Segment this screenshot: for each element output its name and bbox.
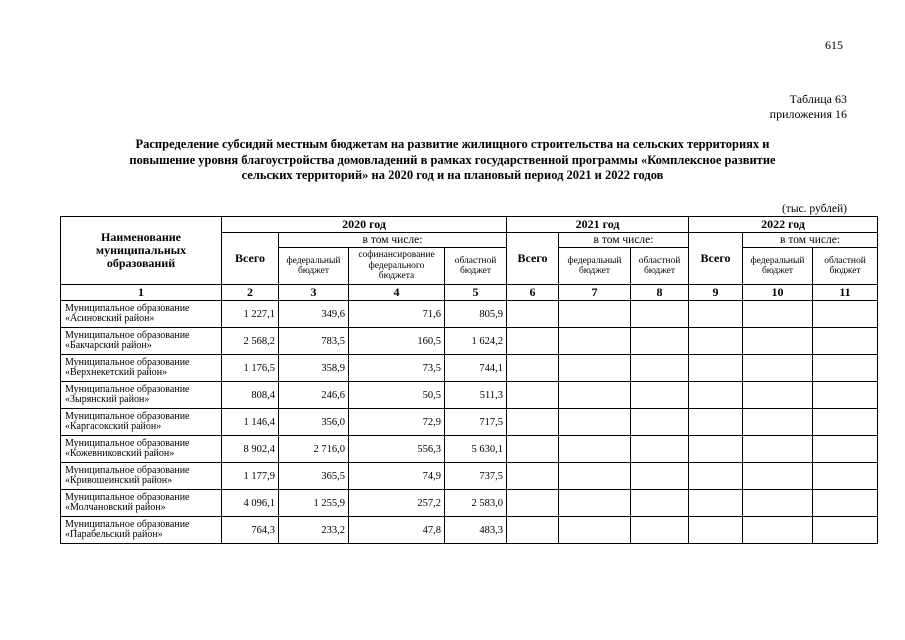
- header-regional-2020: областной бюджет: [445, 248, 507, 285]
- municipality-name: Муниципальное образование «Асиновский район»: [61, 301, 222, 328]
- cell-empty: [631, 328, 689, 355]
- cell-2020-value: 2 583,0: [445, 490, 507, 517]
- cell-2020-value: 744,1: [445, 355, 507, 382]
- cell-2020-value: 783,5: [279, 328, 349, 355]
- cell-2020-value: 47,8: [349, 517, 445, 544]
- cell-2020-value: 72,9: [349, 409, 445, 436]
- cell-empty: [559, 328, 631, 355]
- cell-2020-value: 483,3: [445, 517, 507, 544]
- cell-2020-value: 2 568,2: [222, 328, 279, 355]
- cell-empty: [631, 382, 689, 409]
- cell-empty: [559, 409, 631, 436]
- cell-empty: [813, 409, 878, 436]
- table-reference: [770, 92, 847, 122]
- table-reference-line1: Таблица 63: [789, 92, 847, 106]
- table-row: [61, 490, 878, 517]
- table-row: [61, 517, 878, 544]
- municipality-name: Муниципальное образование «Бакчарский район»: [61, 328, 222, 355]
- column-number: 3: [279, 285, 349, 301]
- cell-empty: [631, 436, 689, 463]
- units-label: (тыс. рублей): [781, 203, 847, 215]
- column-number: 4: [349, 285, 445, 301]
- column-number: 9: [689, 285, 743, 301]
- municipality-name: Муниципальное образование «Кривошеинский район»: [61, 463, 222, 490]
- table-row: [61, 436, 878, 463]
- cell-empty: [689, 355, 743, 382]
- cell-2020-value: 1 227,1: [222, 301, 279, 328]
- cell-empty: [559, 436, 631, 463]
- cell-empty: [743, 409, 813, 436]
- cell-empty: [743, 517, 813, 544]
- cell-2020-value: 71,6: [349, 301, 445, 328]
- header-year-2020: 2020 год: [222, 217, 507, 233]
- header-federal-2021: федеральный бюджет: [559, 248, 631, 285]
- column-number: 11: [813, 285, 878, 301]
- cell-empty: [689, 463, 743, 490]
- subsidy-table: [60, 216, 878, 544]
- column-number: 8: [631, 285, 689, 301]
- header-cofinancing-2020: софинансирование федерального бюджета: [349, 248, 445, 285]
- table-row: [61, 463, 878, 490]
- cell-empty: [559, 355, 631, 382]
- cell-2020-value: 73,5: [349, 355, 445, 382]
- cell-2020-value: 1 177,9: [222, 463, 279, 490]
- municipality-name: Муниципальное образование «Кожевниковский район»: [61, 436, 222, 463]
- cell-empty: [743, 436, 813, 463]
- cell-empty: [559, 382, 631, 409]
- cell-empty: [631, 490, 689, 517]
- cell-2020-value: 358,9: [279, 355, 349, 382]
- cell-empty: [813, 463, 878, 490]
- cell-2020-value: 356,0: [279, 409, 349, 436]
- cell-2020-value: 808,4: [222, 382, 279, 409]
- municipality-name: Муниципальное образование «Верхнекетский район»: [61, 355, 222, 382]
- header-total-2022: Всего: [689, 233, 743, 285]
- cell-2020-value: 365,5: [279, 463, 349, 490]
- cell-empty: [743, 490, 813, 517]
- cell-2020-value: 74,9: [349, 463, 445, 490]
- header-regional-2022: областной бюджет: [813, 248, 878, 285]
- header-regional-2021: областной бюджет: [631, 248, 689, 285]
- cell-2020-value: 1 176,5: [222, 355, 279, 382]
- cell-empty: [689, 301, 743, 328]
- column-number: 5: [445, 285, 507, 301]
- title-line3: сельских территорий» на 2020 год и на плановый период 2021 и 2022 годов: [241, 168, 664, 182]
- cell-empty: [559, 490, 631, 517]
- cell-empty: [631, 301, 689, 328]
- cell-2020-value: 556,3: [349, 436, 445, 463]
- header-in-that-2022: в том числе:: [743, 233, 878, 248]
- table-row: [61, 409, 878, 436]
- cell-empty: [743, 463, 813, 490]
- page-number: 615: [825, 38, 843, 52]
- municipality-name: Муниципальное образование «Зырянский район»: [61, 382, 222, 409]
- header-year-2022: 2022 год: [689, 217, 878, 233]
- cell-empty: [813, 328, 878, 355]
- cell-empty: [689, 382, 743, 409]
- header-total-2020: Всего: [222, 233, 279, 285]
- cell-2020-value: 717,5: [445, 409, 507, 436]
- title-line1: Распределение субсидий местным бюджетам на развитие жилищного строительства на сельских территориях и: [135, 137, 770, 151]
- table-row: [61, 355, 878, 382]
- table-reference-line2: приложения 16: [769, 107, 847, 121]
- cell-empty: [507, 355, 559, 382]
- cell-empty: [813, 382, 878, 409]
- cell-empty: [813, 355, 878, 382]
- header-total-2021: Всего: [507, 233, 559, 285]
- cell-empty: [689, 490, 743, 517]
- cell-empty: [507, 409, 559, 436]
- cell-empty: [559, 517, 631, 544]
- cell-empty: [743, 328, 813, 355]
- title-line2: повышение уровня благоустройства домовладений в рамках государственной программы «Комплексное развитие: [129, 152, 776, 167]
- cell-empty: [559, 301, 631, 328]
- cell-2020-value: 2 716,0: [279, 436, 349, 463]
- cell-2020-value: 4 096,1: [222, 490, 279, 517]
- cell-2020-value: 5 630,1: [445, 436, 507, 463]
- document-title: [60, 137, 845, 184]
- header-federal-2020: федеральный бюджет: [279, 248, 349, 285]
- cell-2020-value: 805,9: [445, 301, 507, 328]
- municipality-name: Муниципальное образование «Молчановский район»: [61, 490, 222, 517]
- table-row: [61, 301, 878, 328]
- cell-2020-value: 246,6: [279, 382, 349, 409]
- municipality-name: Муниципальное образование «Парабельский район»: [61, 517, 222, 544]
- cell-2020-value: 511,3: [445, 382, 507, 409]
- cell-empty: [631, 409, 689, 436]
- cell-empty: [507, 517, 559, 544]
- column-number: 10: [743, 285, 813, 301]
- cell-2020-value: 50,5: [349, 382, 445, 409]
- cell-empty: [743, 355, 813, 382]
- column-number: 2: [222, 285, 279, 301]
- cell-empty: [631, 517, 689, 544]
- cell-2020-value: 1 624,2: [445, 328, 507, 355]
- cell-empty: [631, 463, 689, 490]
- cell-empty: [507, 328, 559, 355]
- cell-2020-value: 737,5: [445, 463, 507, 490]
- cell-empty: [631, 355, 689, 382]
- cell-empty: [507, 463, 559, 490]
- column-number: 7: [559, 285, 631, 301]
- cell-empty: [813, 301, 878, 328]
- cell-empty: [813, 490, 878, 517]
- header-municipality: Наименование муниципальных образований: [61, 217, 222, 285]
- header-in-that-2021: в том числе:: [559, 233, 689, 248]
- column-number: 6: [507, 285, 559, 301]
- column-number: 1: [61, 285, 222, 301]
- table-row: [61, 382, 878, 409]
- cell-2020-value: 8 902,4: [222, 436, 279, 463]
- municipality-name: Муниципальное образование «Каргасокский район»: [61, 409, 222, 436]
- cell-empty: [743, 382, 813, 409]
- cell-empty: [689, 517, 743, 544]
- cell-empty: [559, 463, 631, 490]
- header-federal-2022: федеральный бюджет: [743, 248, 813, 285]
- header-in-that-2020: в том числе:: [279, 233, 507, 248]
- cell-2020-value: 257,2: [349, 490, 445, 517]
- cell-2020-value: 1 146,4: [222, 409, 279, 436]
- cell-empty: [507, 490, 559, 517]
- cell-empty: [743, 301, 813, 328]
- cell-empty: [689, 409, 743, 436]
- cell-2020-value: 764,3: [222, 517, 279, 544]
- cell-empty: [507, 436, 559, 463]
- cell-2020-value: 1 255,9: [279, 490, 349, 517]
- cell-2020-value: 160,5: [349, 328, 445, 355]
- cell-empty: [507, 301, 559, 328]
- cell-empty: [813, 436, 878, 463]
- cell-empty: [507, 382, 559, 409]
- table-row: [61, 328, 878, 355]
- cell-empty: [689, 436, 743, 463]
- cell-empty: [813, 517, 878, 544]
- cell-empty: [689, 328, 743, 355]
- column-number-row: [61, 285, 878, 301]
- header-year-2021: 2021 год: [507, 217, 689, 233]
- cell-2020-value: 233,2: [279, 517, 349, 544]
- cell-2020-value: 349,6: [279, 301, 349, 328]
